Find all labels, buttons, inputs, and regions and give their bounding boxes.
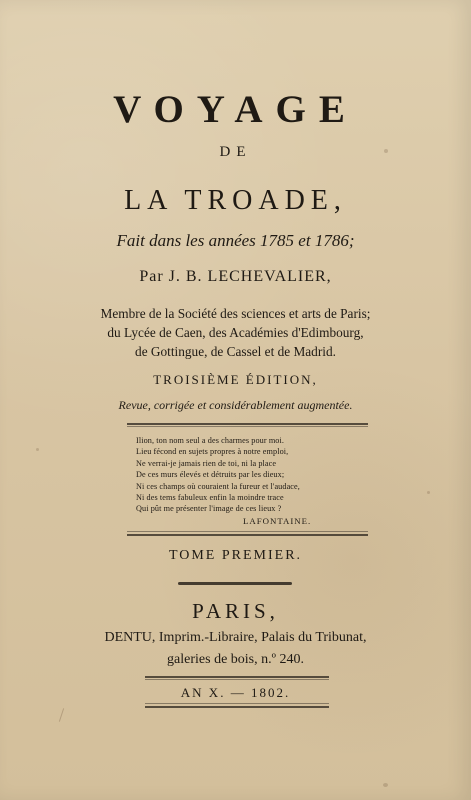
year-top-rule	[145, 676, 329, 678]
epigraph-line-5: Ni ces champs où couraient la fureur et l'audace,	[136, 481, 300, 491]
epigraph-line-1: Ilion, ton nom seul a des charmes pour moi.	[136, 436, 285, 445]
paper-speck	[427, 491, 430, 494]
quote-top-rule	[127, 423, 368, 425]
paper-speck	[383, 783, 388, 787]
quote-bottom-rule	[127, 534, 368, 536]
paper-speck	[384, 149, 388, 153]
epigraph	[136, 435, 366, 515]
membership-line-1: Membre de la Société des sciences et arts de Paris;	[100, 306, 371, 321]
edition-title: TROISIÈME ÉDITION,	[153, 372, 318, 387]
paper-speck	[36, 448, 39, 451]
travel-years: Fait dans les années 1785 et 1786;	[116, 231, 355, 250]
quote-bottom-rule-thin	[127, 531, 368, 532]
volume-title: TOME PREMIER.	[168, 548, 303, 563]
volume-rule	[178, 582, 292, 585]
publisher-address: galeries de bois, n.º 240.	[167, 652, 304, 667]
quote-top-rule-thin	[127, 426, 368, 427]
membership-line-2: du Lycée de Caen, des Académies d'Edimbourg,	[107, 325, 364, 340]
publisher-line: DENTU, Imprim.-Libraire, Palais du Tribunat,	[104, 630, 367, 645]
publication-year: AN X. — 1802.	[180, 685, 291, 700]
year-bottom-rule-thin	[145, 703, 329, 704]
epigraph-line-3: Ne verrai-je jamais rien de toi, ni la place	[136, 458, 277, 468]
year-top-rule-thin	[145, 679, 329, 680]
paper-mark	[59, 708, 64, 722]
author-line: Par J. B. LECHEVALIER,	[139, 268, 332, 285]
membership-line-3: de Gottingue, de Cassel et de Madrid.	[135, 344, 336, 359]
epigraph-line-2: Lieu fécond en sujets propres à notre emploi,	[136, 447, 289, 457]
epigraph-line-7: Qui pût me présenter l'image de ces lieux ?	[136, 504, 282, 514]
publication-city: PARIS,	[192, 599, 279, 623]
year-bottom-rule	[145, 706, 329, 708]
title-connector: DE	[219, 144, 252, 160]
epigraph-author: LAFONTAINE.	[243, 516, 312, 526]
epigraph-line-6: Ni des tems fabuleux enfin la moindre trace	[136, 493, 284, 503]
book-subtitle: LA TROADE,	[124, 185, 347, 216]
edition-note: Revue, corrigée et considérablement augmentée.	[118, 398, 353, 412]
epigraph-line-4: De ces murs élevés et détruits par les dieux;	[136, 470, 285, 480]
book-title: VOYAGE	[113, 88, 358, 131]
